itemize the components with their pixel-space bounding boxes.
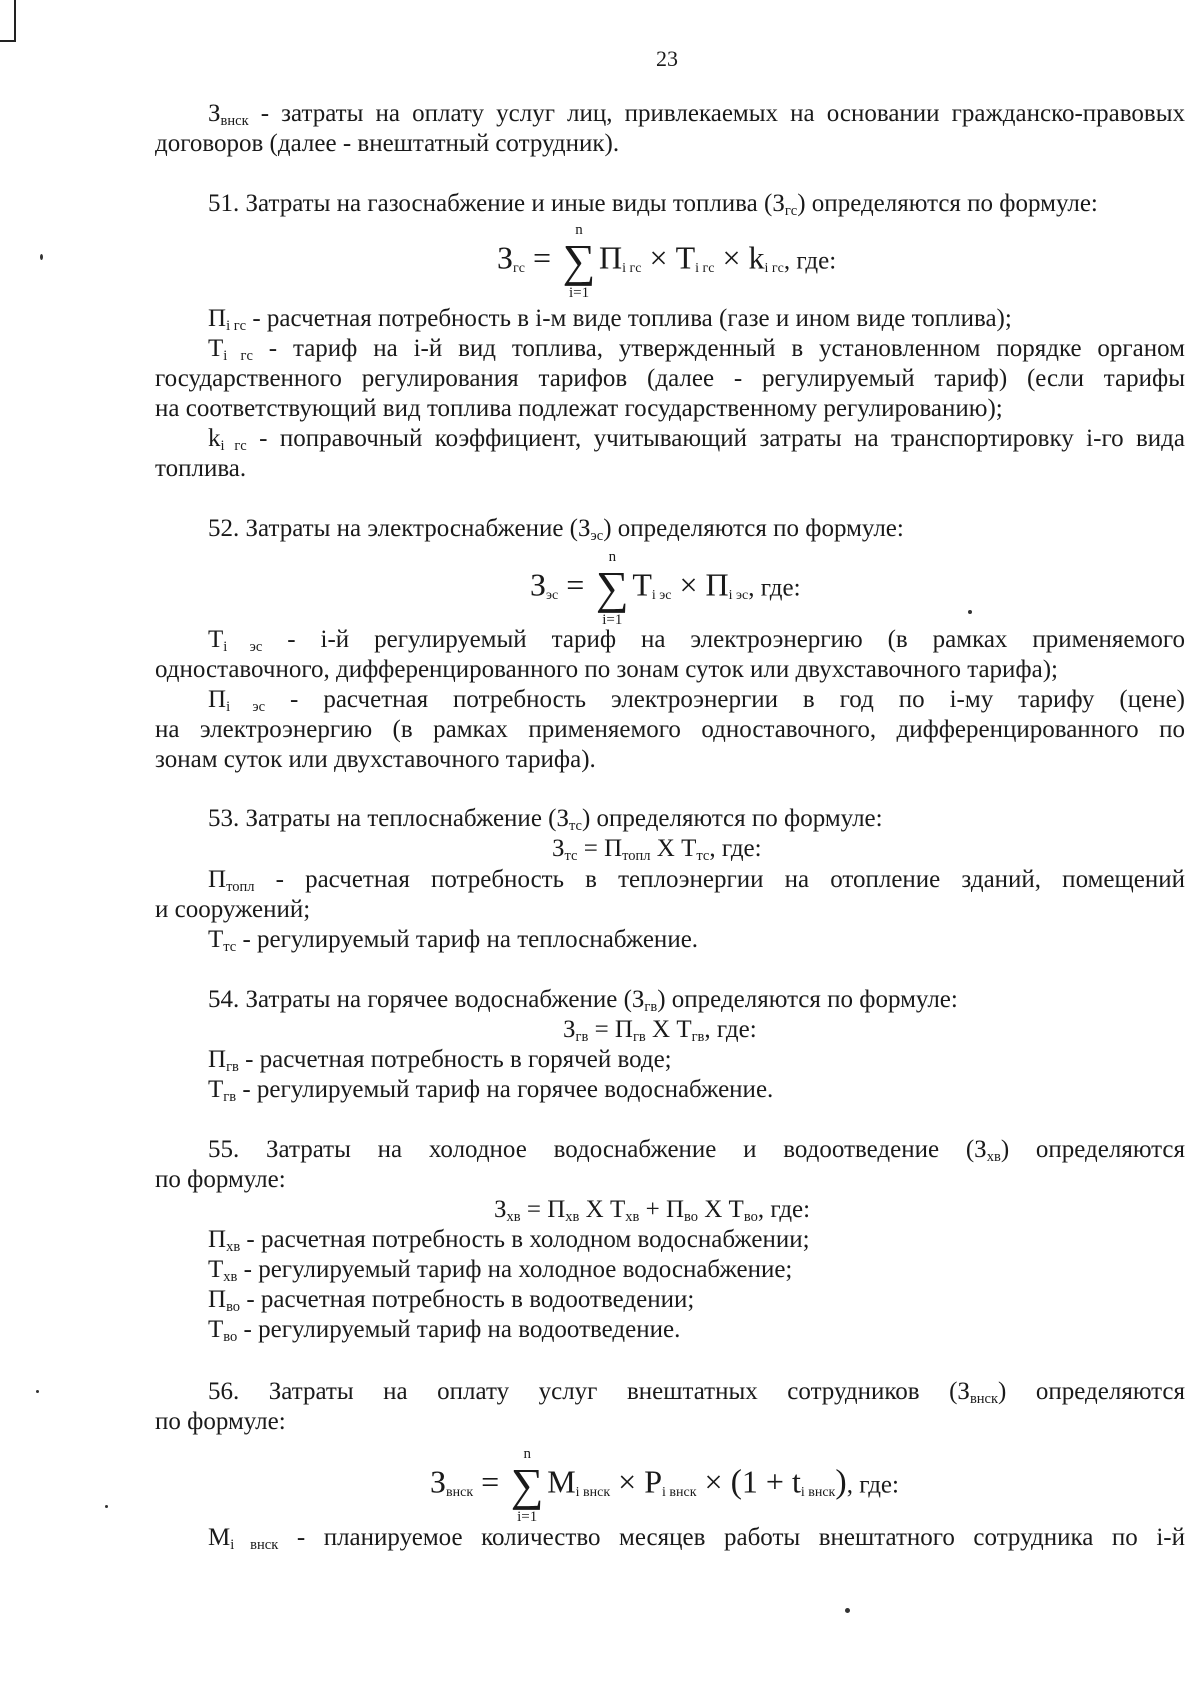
s55-heading: 55. Затраты на холодное водоснабжение и водоотведение $(З_{хв})$ определяются bbox=[208, 1136, 1185, 1166]
s53-def-2: $Т_{тс}$ - регулируемый тариф на теплоснабжение. bbox=[208, 926, 699, 956]
scan-speck bbox=[845, 1608, 850, 1613]
scan-speck bbox=[105, 1505, 108, 1508]
intro-line-2: договоров (далее - внештатный сотрудник). bbox=[155, 130, 620, 157]
s51-def-2-line-3: на соответствующий вид топлива подлежат государственному регулированию); bbox=[155, 395, 1003, 422]
sum-symbol: n ∑ i=1 bbox=[510, 1446, 544, 1525]
scan-speck bbox=[36, 1390, 39, 1393]
intro-line-1: $З_{внск}$ - затраты на оплату услуг лиц, привлекаемых на основании гражданско-правовых bbox=[208, 100, 1185, 130]
s52-def-2-line-3: зонам суток или двухставочного тарифа). bbox=[155, 746, 596, 773]
s54-def-2: $Т_{гв}$ - регулируемый тариф на горячее водоснабжение. bbox=[208, 1076, 774, 1106]
s51-formula: Згс = n ∑ i=1 Пi гс × Тi гс × ki гс, где: bbox=[497, 222, 837, 301]
s51-def-2-line-2: государственного регулирования тарифов (далее - регулируемый тариф) (если тарифы bbox=[155, 365, 1185, 392]
s53-formula: $З_{тс} = П_{топл}$ Х $Т_{тс}$, где: bbox=[552, 835, 762, 865]
s52-def-1-line-2: одноставочного, дифференцированного по зонам суток или двухставочного тарифа); bbox=[155, 656, 1058, 683]
sum-symbol: n ∑ i=1 bbox=[595, 549, 629, 628]
s52-def-2-line-2: на электроэнергию (в рамках применяемого одноставочного, дифференцированного по bbox=[155, 716, 1185, 743]
s55-def-2: $Т_{хв}$ - регулируемый тариф на холодное водоснабжение; bbox=[208, 1256, 793, 1286]
scan-speck bbox=[968, 610, 972, 614]
scan-edge-mark bbox=[0, 0, 16, 42]
s54-heading: 54. Затраты на горячее водоснабжение $(З_{гв})$ определяются по формуле: bbox=[208, 986, 958, 1016]
s54-formula: $З_{гв} = П_{гв}$ Х $Т_{гв}$, где: bbox=[563, 1016, 757, 1046]
s52-def-2: $П_{i эс}$ - расчетная потребность электроэнергии в год по i-му тарифу (цене) bbox=[208, 686, 1185, 716]
s55-def-3: $П_{во}$ - расчетная потребность в водоотведении; bbox=[208, 1286, 695, 1316]
scan-speck bbox=[40, 254, 43, 260]
s55-def-4: $Т_{во}$ - регулируемый тариф на водоотведение. bbox=[208, 1316, 681, 1346]
s52-heading: 52. Затраты на электроснабжение $(З_{эс})$ определяются по формуле: bbox=[208, 515, 904, 545]
s51-def-1: $П_{i гс}$ - расчетная потребность в i-м виде топлива (газе и ином виде топлива); bbox=[208, 305, 1012, 335]
s55-heading-line-2: по формуле: bbox=[155, 1166, 286, 1193]
s56-def-1: $М_{i внск}$ - планируемое количество месяцев работы внештатного сотрудника по i-й bbox=[208, 1524, 1185, 1554]
s52-formula: Зэс = n ∑ i=1 Тi эс × Пi эс, где: bbox=[530, 549, 801, 628]
s51-def-3-line-2: топлива. bbox=[155, 455, 247, 482]
s54-def-1: $П_{гв}$ - расчетная потребность в горячей воде; bbox=[208, 1046, 672, 1076]
s56-heading: 56. Затраты на оплату услуг внештатных сотрудников $(З_{внск})$ определяются bbox=[208, 1378, 1185, 1408]
s55-def-1: $П_{хв}$ - расчетная потребность в холодном водоснабжении; bbox=[208, 1226, 810, 1256]
s52-def-1: $Т_{i эс} - i-й$ регулируемый тариф на электроэнергию (в рамках применяемого bbox=[208, 626, 1185, 656]
page-number: 23 bbox=[656, 46, 678, 71]
s51-def-3: $k_{i гс}$ - поправочный коэффициент, учитывающий затраты на транспортировку i-го вида bbox=[208, 425, 1185, 455]
s56-heading-line-2: по формуле: bbox=[155, 1408, 286, 1435]
sum-symbol: n ∑ i=1 bbox=[562, 222, 596, 301]
s53-def-1-line-2: и сооружений; bbox=[155, 896, 311, 923]
s53-def-1: $П_{топл}$ - расчетная потребность в теплоэнергии на отопление зданий, помещений bbox=[208, 866, 1185, 896]
s53-heading: 53. Затраты на теплоснабжение $(З_{тс})$ определяются по формуле: bbox=[208, 805, 883, 835]
s51-heading: 51. Затраты на газоснабжение и иные виды топлива $(З_{гс})$ определяются по формуле: bbox=[208, 190, 1098, 220]
s56-formula: Звнск = n ∑ i=1 Мi внск × Рi внск × (1 + ti внск), где: bbox=[430, 1446, 899, 1525]
s55-formula: $З_{хв} = П_{хв}$ Х $Т_{хв} + П_{во}$ Х $Т_{во}$, где: bbox=[494, 1196, 811, 1226]
s51-def-2: $Т_{i гс}$ - тариф на i-й вид топлива, утвержденный в установленном порядке органом bbox=[208, 335, 1186, 365]
